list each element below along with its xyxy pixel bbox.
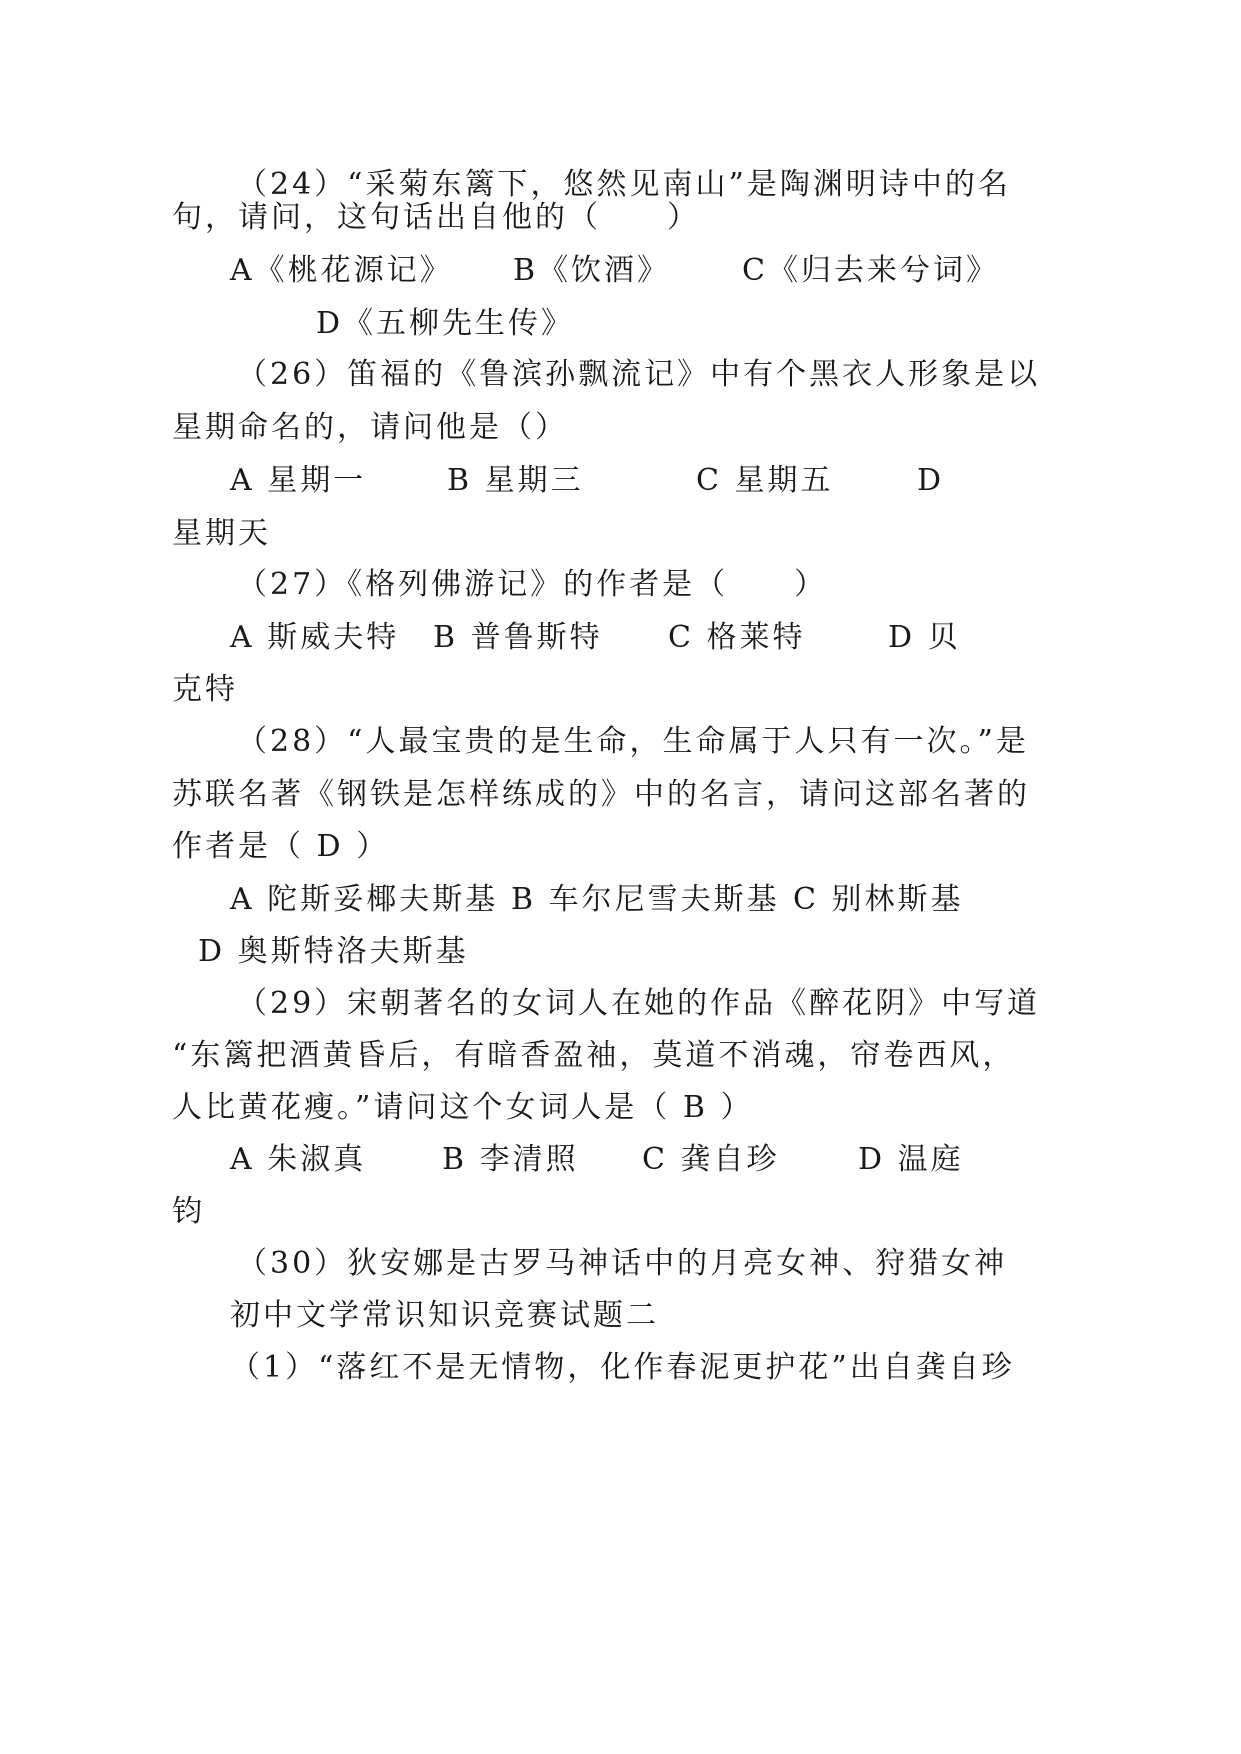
q26-option-c: C 星期五 [696,463,834,498]
q26-option-d: D [917,463,945,498]
q24-line-2: 句，请问，这句话出自他的（ ） [172,200,700,235]
q29-line-1: （29）宋朝著名的女词人在她的作品《醉花阴》中写道 [237,986,1041,1021]
q24-option-c: C《归去来兮词》 [742,253,999,288]
q27-line-1: （27）《格列佛游记》的作者是（ ） [237,567,828,602]
q26-option-a: A 星期一 [230,463,367,498]
q24-option-b: B《饮酒》 [513,253,671,288]
q26-line-2: 星期命名的，请问他是（） [172,410,568,445]
q27-option-d-wrap: 克特 [172,672,238,707]
q28-line-1: （28）“人最宝贵的是生命，生命属于人只有一次。”是 [237,724,1029,759]
q26-option-b: B 星期三 [447,463,584,498]
q24-option-d: D《五柳先生传》 [316,306,575,341]
q29-option-a: A 朱淑真 [230,1142,367,1177]
s2-q1-line-1: （1）“落红不是无情物，化作春泥更护花”出自龚自珍 [230,1350,1015,1385]
q28-option-c: C 别林斯基 [793,882,964,917]
q24-line-1: （24）“采菊东篱下，悠然见南山”是陶渊明诗中的名 [237,167,1011,202]
q26-option-d-wrap: 星期天 [172,516,271,551]
q28-line-3: 作者是（ D ） [172,829,390,864]
q27-option-c: C 格莱特 [668,620,806,655]
q28-line-2: 苏联名著《钢铁是怎样练成的》中的名言，请问这部名著的 [172,777,1030,812]
q27-option-d: D 贝 [888,620,961,655]
q24-option-a: A《桃花源记》 [230,253,453,288]
q28-option-a: A 陀斯妥椰夫斯基 [230,882,499,917]
q29-option-d-wrap: 钧 [172,1194,205,1229]
q27-option-a: A 斯威夫特 [230,620,400,655]
q29-option-b: B 李清照 [442,1142,579,1177]
q28-option-b: B 车尔尼雪夫斯基 [511,882,780,917]
q29-line-3: 人比黄花瘦。”请问这个女词人是（ B ） [172,1090,754,1125]
section-title: 初中文学常识知识竞赛试题二 [230,1298,659,1333]
q26-line-1: （26）笛福的《鲁滨孙飘流记》中有个黑衣人形象是以 [237,357,1041,392]
q29-option-c: C 龚自珍 [642,1142,780,1177]
q30-line-1: （30）狄安娜是古罗马神话中的月亮女神、狩猎女神 [237,1246,1008,1281]
q29-option-d: D 温庭 [858,1142,964,1177]
q28-option-d: D 奥斯特洛夫斯基 [198,934,469,969]
q27-option-b: B 普鲁斯特 [433,620,603,655]
q29-line-2: “东篱把酒黄昏后，有暗香盈袖，莫道不消魂，帘卷西风， [172,1038,1016,1073]
